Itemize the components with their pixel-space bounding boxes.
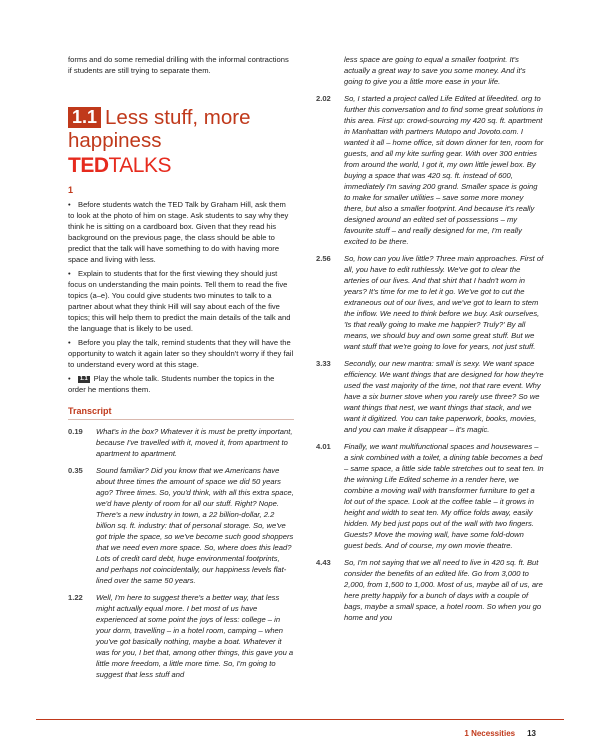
unit-badge: 1.1	[68, 107, 101, 128]
bullet-item	[68, 268, 294, 334]
bullet-text: Play the whole talk. Students number the topics in the order he mentions them.	[68, 374, 275, 394]
transcript-text: Finally, we want multifunctional spaces and housewares – a sink combined with a toilet, a dining table becomes a bed – same space, a little side table stretches out to seat ten. In the winning Life Edited scheme in a render here, we combine a moving wall with transformer furniture to get a lot out of the space. Look at the coffee table – it grows in height and width to seat ten. My office folds away, easily hidden. My bed just pops out of the wall with two fingers. Guests? Move the moving wall, have some fold-down guest beds. And of course, my own movie theatre.	[344, 442, 544, 550]
bullet-text: Before students watch the TED Talk by Graham Hill, ask them to look at the photo of him on stage. Ask students to say why they think he is sitting on a cardboard box. Given that they read his background on the previous page, the class should be able to predict that the talk will have something to do with having more space and living with less.	[68, 200, 289, 264]
transcript-text: So, I'm not saying that we all need to live in 420 sq. ft. But consider the benefits of an edited life. Go from 3,000 to 2,000, from 1,500 to 1,000. Most of us, maybe all of us, are here pretty happily for a bunch of days with a couple of bags, maybe a small space, a hotel room. So when you go home and you	[344, 558, 543, 622]
timestamp: 0.35	[68, 466, 83, 475]
timestamp: 1.22	[68, 593, 83, 602]
transcript-entry	[68, 592, 294, 680]
bullet-item	[68, 337, 294, 370]
bullet-icon: •	[68, 338, 71, 347]
transcript-text: What's in the box? Whatever it is must be pretty important, because I've travelled with it, moved it, from apartment to apartment to apartment.	[96, 427, 293, 458]
page-number: 13	[527, 729, 536, 738]
timestamp: 2.56	[316, 254, 331, 263]
bullet-icon: •	[68, 374, 71, 383]
footer-divider	[36, 719, 564, 720]
intro-paragraph: forms and do some remedial drilling with the informal contractions if students are still trying to separate them.	[68, 55, 289, 75]
page-footer	[464, 729, 536, 739]
transcript-continuation: less space are going to equal a smaller footprint. It's actually a great way to save you some money. And it's going to give you a little more ease in your life.	[344, 55, 526, 86]
transcript-entry	[316, 93, 544, 247]
footer-unit-label: 1 Necessities	[464, 729, 516, 738]
bullet-item	[68, 199, 294, 265]
transcript-entry	[68, 426, 294, 459]
transcript-entry	[316, 358, 544, 435]
transcript-text: Secondly, our new mantra: small is sexy. We want space efficiency. We want things that are designed for how they're used the vast majority of the time, not that rare event. Why have a six burner stove when you rarely use three? So we want things that nest, we want things that stack, and we want it digitized. You can take paperwork, books, movies, and you can make it disappear – it's magic.	[344, 359, 544, 434]
transcript-entry	[316, 557, 544, 623]
bullet-icon: •	[68, 200, 71, 209]
ted-logo-ted: TED	[68, 154, 109, 177]
title-text: Less stuff, more happiness	[68, 106, 251, 152]
transcript-text: Sound familiar? Did you know that we Americans have about three times the amount of space we did 50 years ago? Three times. So, you'd think, with all this extra space, we'd have plenty of room for all our stuff. Right? Nope. There's a new industry in town, a 22 billion-dollar, 2.2 billion sq. ft. industry: that of personal storage. So, we've got triple the space, so we've become such good shoppers that we need even more space. So, where does this lead? Lots of credit card debt, huge environmental footprints, and perhaps not coincidentally, our happiness levels flat-lined over the same 50 years.	[96, 466, 294, 585]
timestamp: 4.01	[316, 442, 331, 451]
bullet-text: Before you play the talk, remind students that they will have the opportunity to watch it again later so they shouldn't worry if they fail to understand every word at this stage.	[68, 338, 294, 369]
transcript-entry	[316, 253, 544, 352]
timestamp: 2.02	[316, 94, 331, 103]
transcript-text: Well, I'm here to suggest there's a better way, that less might actually equal more. I bet most of us have experienced at some point the joys of less: college – in your dorm, travelling – in a hotel room, camping – when you've got basically nothing, maybe a boat. Whatever it was for you, I bet that, among other things, this gave you a little more freedom, a little more time. So, I'm going to suggest that less stuff and	[96, 593, 294, 679]
transcript-heading: Transcript	[68, 405, 294, 420]
ted-logo-talks: TALKS	[108, 154, 171, 177]
transcript-text: So, how can you live little? Three main approaches. First of all, you have to edit ruthlessly. We've got to clear the arteries of our lives. And that shirt that I hadn't worn in years? It's time for me to let it go. We've got to cut the extraneous out of our lives, and we've got to learn to stem the inflow. We need to think before we buy. Ask ourselves, 'Is that really going to make me happier? Truly?' By all means, we should buy and own some great stuff. But we want stuff that we're going to love for years, not just stuff.	[344, 254, 544, 351]
timestamp: 3.33	[316, 359, 331, 368]
left-column	[68, 54, 294, 680]
bullet-text: Explain to students that for the first viewing they should just focus on understanding the main points. Tell them to read the five topics (a–e). You could give students two minutes to talk to a partner about what they think Hill will say about each of the five topics; this will help them to predict the main details of the talk and the language that is likely to be used.	[68, 269, 291, 333]
bullet-item	[68, 373, 294, 395]
transcript-entry	[68, 465, 294, 586]
video-badge-icon: 1.1	[80, 376, 88, 382]
timestamp: 4.43	[316, 558, 331, 567]
transcript-text: So, I started a project called Life Edited at lifeedited. org to further this conversation and to find some great solutions in this area. First up: crowd-sourcing my 420 sq. ft. apartment in Manhattan with partners Mutopo and Jovoto.com. I wanted it all – home office, sit down dinner for ten, room for guests, and all my kite surfing gear. With over 300 entries from around the world, I got it, my own little jewel box. By buying a space that was 420 sq. ft. instead of 600, immediately I'm saving 200 grand. Smaller space is going to make for smaller utilities – save some more money there, but also a smaller footprint. And because it's really designed around an edited set of possessions – my favourite stuff – and really designed for me, I'm really excited to be there.	[344, 94, 544, 246]
right-column	[316, 54, 544, 629]
page-title	[68, 106, 294, 152]
section-number: 1	[68, 185, 74, 195]
bullet-icon: •	[68, 269, 71, 278]
ted-talks-logo	[68, 154, 294, 178]
transcript-entry	[316, 441, 544, 551]
timestamp: 0.19	[68, 427, 83, 436]
